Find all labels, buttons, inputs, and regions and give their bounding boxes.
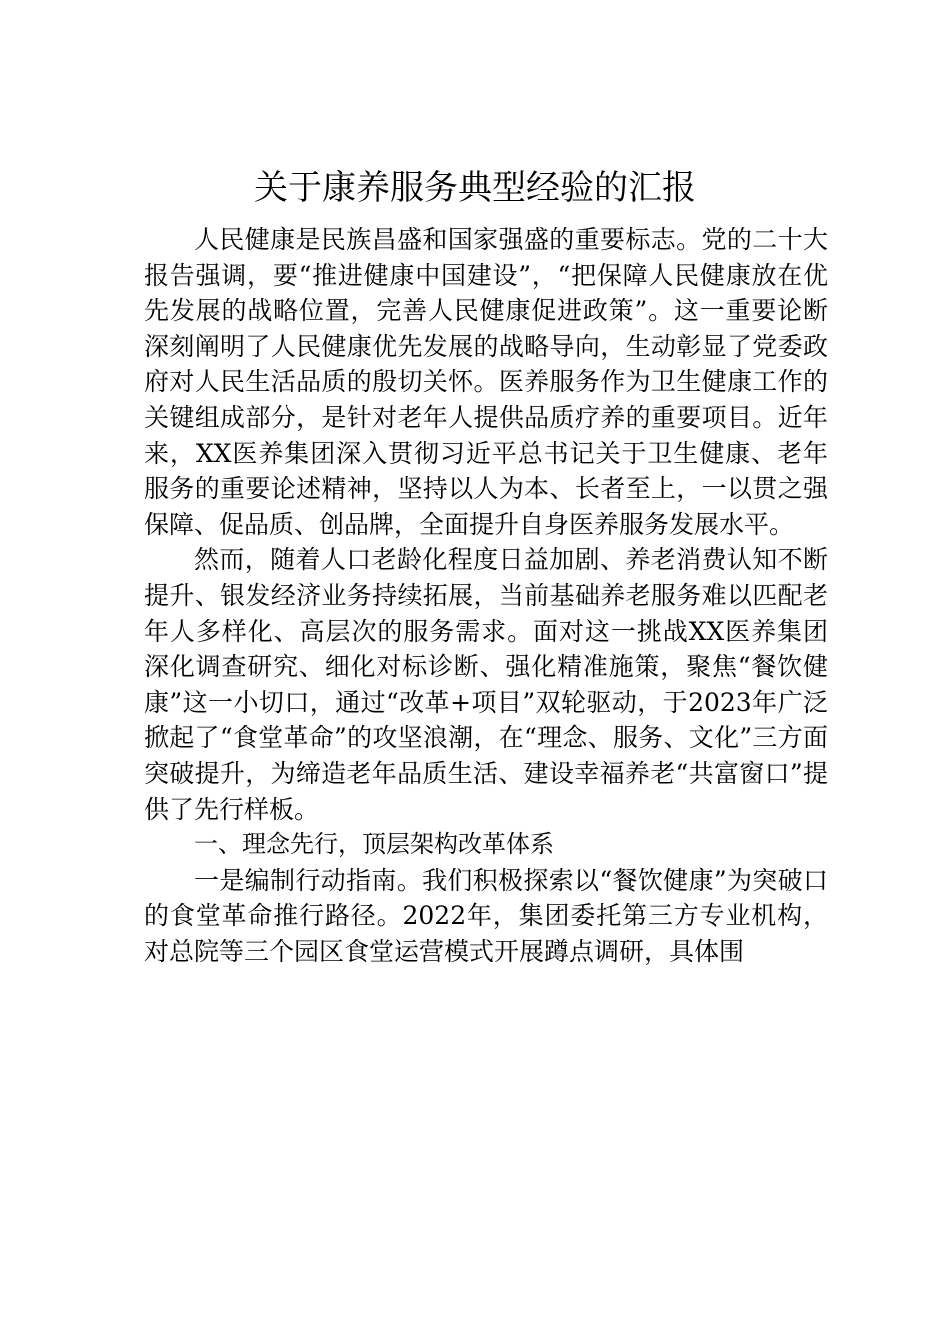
paragraph-2: 然而，随着人口老龄化程度日益加剧、养老消费认知不断提升、银发经济业务持续拓展，当前基础养老服务难以匹配老年人多样化、高层次的服务需求。面对这一挑战XX医养集团深化调查研究、细化对标诊断、强化精准施策，聚焦“餐饮健康”这一小切口，通过“改革+项目”双轮驱动，于2023年广泛掀起了“食堂革命”的攻坚浪潮，在“理念、服务、文化”三方面突破提升，为缔造老年品质生活、建设幸福养老“共富窗口”提供了先行样板。 <box>144 545 828 824</box>
section-heading: 一、理念先行，顶层架构改革体系 <box>194 830 554 859</box>
paragraph-1: 人民健康是民族昌盛和国家强盛的重要标志。党的二十大报告强调，要“推进健康中国建设”，“把保障人民健康放在优先发展的战略位置，完善人民健康促进政策”。这一重要论断深刻阐明了人民健康优先发展的战略导向，生动彰显了党委政府对人民生活品质的殷切关怀。医养服务作为卫生健康工作的关键组成部分，是针对老年人提供品质疗养的重要项目。近年来，XX医养集团深入贯彻习近平总书记关于卫生健康、老年服务的重要论述精神，坚持以人为本、长者至上，一以贯之强保障、促品质、创品牌，全面提升自身医养服务发展水平。 <box>144 225 828 539</box>
document-body <box>144 222 828 969</box>
document-title: 关于康养服务典型经验的汇报 <box>254 168 696 208</box>
paragraph-3: 一是编制行动指南。我们积极探索以“餐饮健康”为突破口的食堂革命推行路径。2022年，集团委托第三方专业机构，对总院等三个园区食堂运营模式开展蹲点调研，具体围 <box>144 865 828 966</box>
